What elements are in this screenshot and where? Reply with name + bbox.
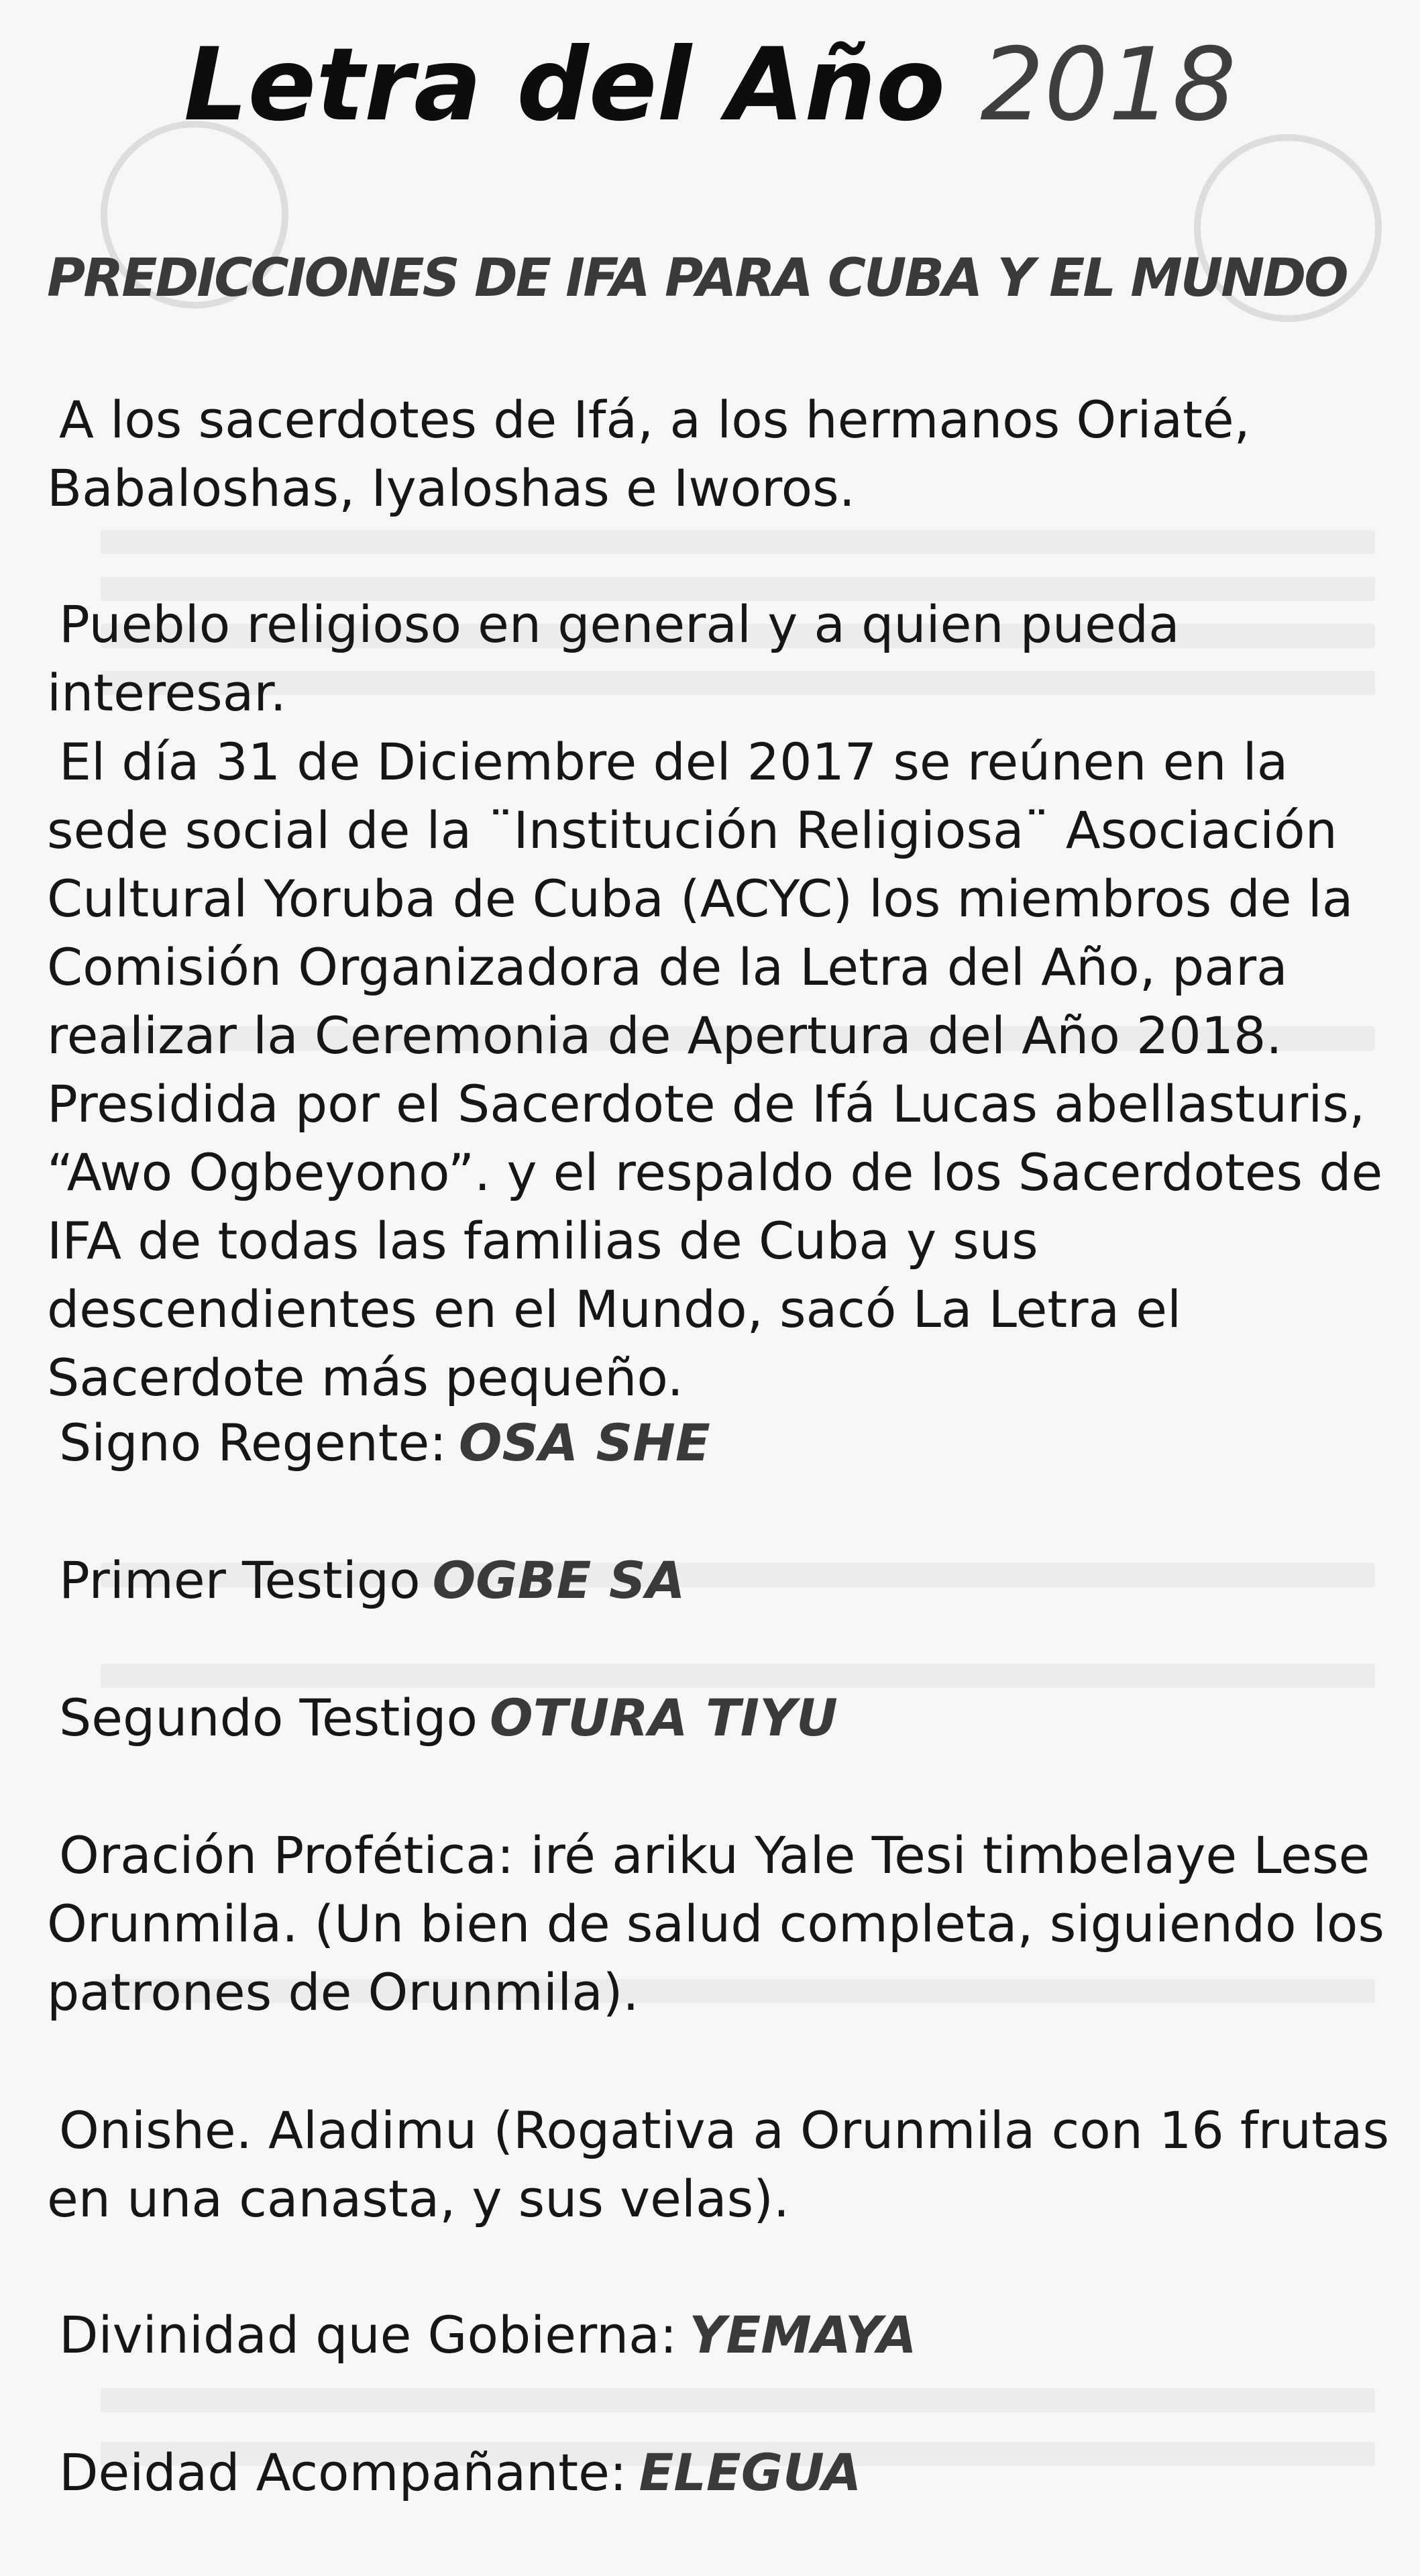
page-title bbox=[0, 27, 1420, 144]
segundo-testigo-value: OTURA TIYU bbox=[490, 1688, 838, 1748]
primer-testigo-label: Primer Testigo bbox=[59, 1550, 421, 1610]
signo-regente-label: Signo Regente: bbox=[59, 1413, 447, 1472]
greeting-text: A los sacerdotes de Ifá, a los hermanos Oriaté, Babaloshas, Iyaloshas e Iworos. bbox=[47, 390, 1250, 518]
deidad-value: ELEGUA bbox=[639, 2443, 862, 2502]
oracion-paragraph bbox=[47, 1821, 1395, 2027]
divinidad-value: YEMAYA bbox=[689, 2305, 917, 2365]
section-heading: PREDICCIONES DE IFA PARA CUBA Y EL MUNDO bbox=[47, 248, 1347, 309]
title-main: Letra del Año bbox=[183, 27, 946, 144]
audience-paragraph bbox=[47, 590, 1395, 727]
primer-testigo-value: OGBE SA bbox=[432, 1550, 686, 1610]
audience-text: Pueblo religioso en general y a quien pueda interesar. bbox=[47, 594, 1180, 722]
primer-testigo bbox=[59, 1546, 685, 1615]
ceremony-text: El día 31 de Diciembre del 2017 se reúnen en la sede social de la ¨Institución Religiosa¨ Asociación Cultural Yoruba de Cuba (ACYC) los miembros de la Comisión Organizadora de la Letra del Año, para realizar la Ceremonia de Apertura del Año 2018. Presidida por el Sacerdote de Ifá Lucas abellasturis, “Awo Ogbeyono”. y el respaldo de los Sacerdotes de IFA de todas las familias de Cuba y sus descendientes en el Mundo, sacó La Letra el Sacerdote más pequeño. bbox=[47, 732, 1383, 1407]
divinidad-label: Divinidad que Gobierna: bbox=[59, 2305, 677, 2365]
signo-regente-value: OSA SHE bbox=[458, 1413, 710, 1472]
greeting-paragraph bbox=[47, 386, 1395, 523]
segundo-testigo bbox=[59, 1684, 838, 1752]
signo-regente bbox=[59, 1409, 710, 1477]
deidad-acompanante bbox=[59, 2438, 861, 2507]
segundo-testigo-label: Segundo Testigo bbox=[59, 1688, 478, 1748]
oracion-text: Oración Profética: iré ariku Yale Tesi timbelaye Lese Orunmila. (Un bien de salud completa, siguiendo los patrones de Orunmila). bbox=[47, 1825, 1384, 2022]
ceremony-paragraph bbox=[47, 728, 1395, 1412]
onishe-paragraph bbox=[47, 2096, 1395, 2233]
divinidad-que-gobierna bbox=[59, 2301, 917, 2369]
background-text-line bbox=[101, 530, 1375, 554]
background-text-line bbox=[101, 2388, 1375, 2412]
deidad-label: Deidad Acompañante: bbox=[59, 2443, 627, 2502]
onishe-text: Onishe. Aladimu (Rogativa a Orunmila con 16 frutas en una canasta, y sus velas). bbox=[47, 2100, 1390, 2229]
title-year: 2018 bbox=[980, 27, 1237, 144]
